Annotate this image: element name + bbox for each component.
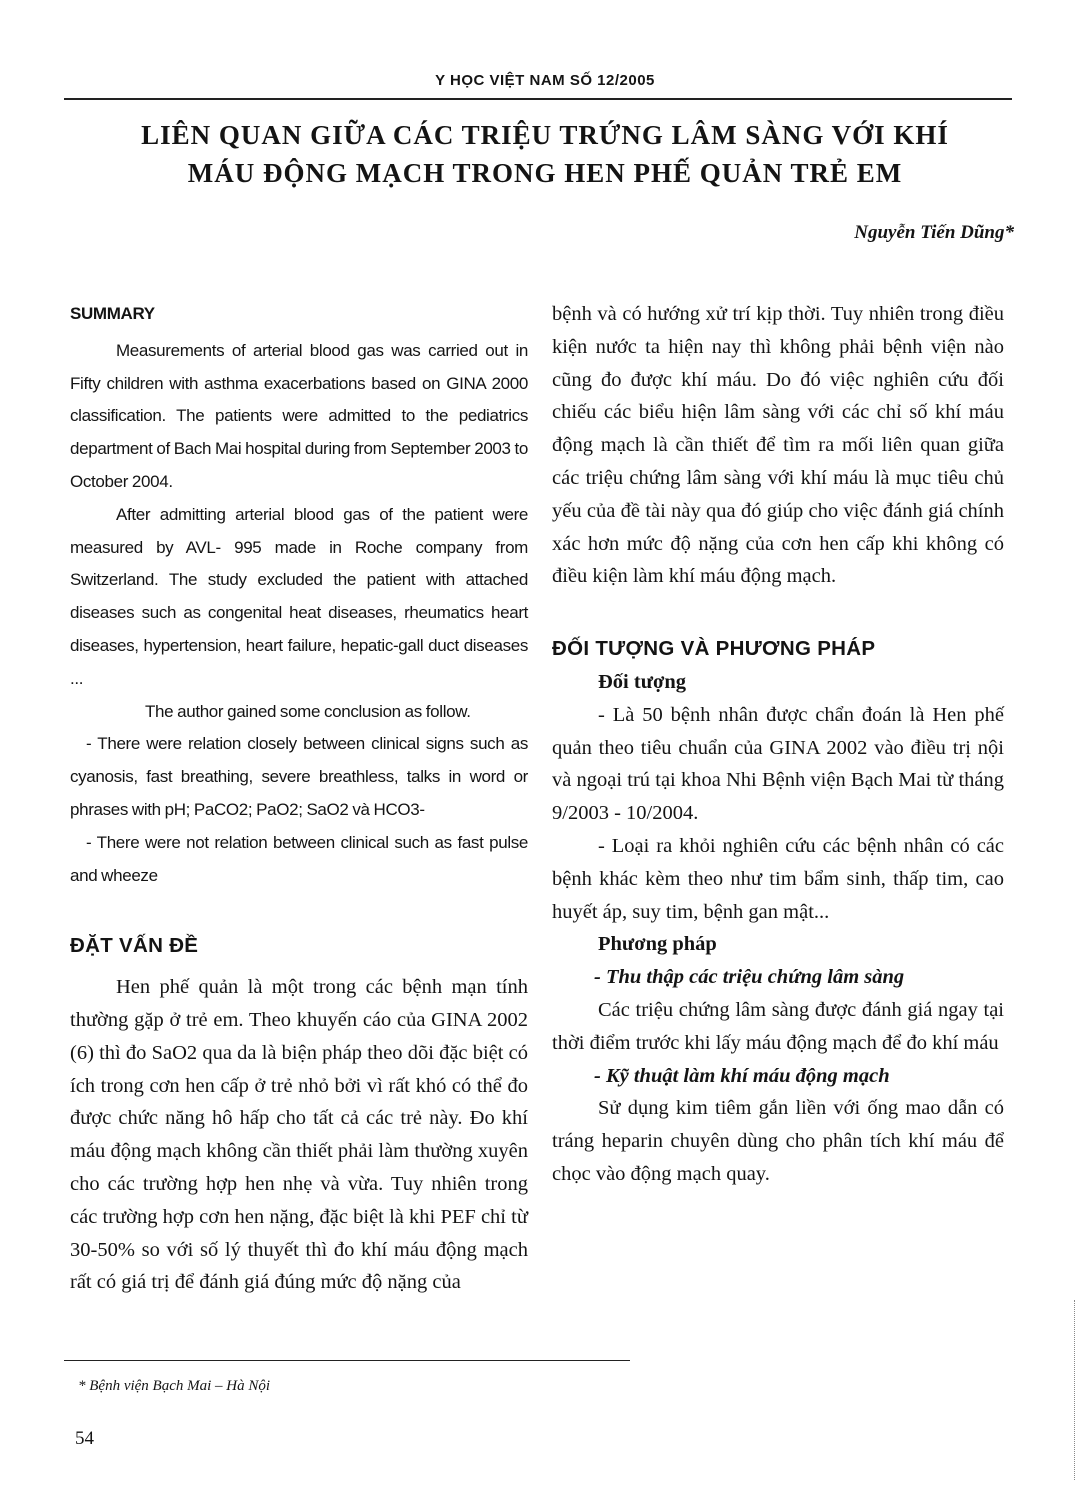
summary-paragraph-4: - There were relation closely between clinical signs such as cyanosis, fast breathing, severe breathless, talks in word or phrases with pH; PaCO2; PaO2; SaO2 và HCO3- (70, 734, 528, 819)
technique-paragraph: Sử dụng kim tiêm gắn liền với ống mao dẫn có tráng heparin chuyên dùng cho phân tích khí máu để chọc vào động mạch quay. (552, 1097, 1004, 1185)
summary-section (70, 298, 528, 892)
right-column (552, 298, 1004, 1191)
footnote-rule (64, 1360, 630, 1361)
author-name: Nguyễn Tiến Dũng* (854, 222, 1014, 243)
left-column (70, 298, 528, 1299)
subheading-subjects: Đối tượng (598, 670, 687, 693)
summary-heading: SUMMARY (70, 304, 155, 323)
title-line-2: MÁU ĐỘNG MẠCH TRONG HEN PHẾ QUẢN TRẺ EM (187, 158, 903, 188)
summary-paragraph-5: - There were not relation between clinical such as fast pulse and wheeze (70, 832, 528, 885)
summary-paragraph-2: After admitting arterial blood gas of the patient were measured by AVL- 995 made in Roche company from Switzerland. The study excluded the patient with attached diseases such as congenital heat diseases, rheumatics heart diseases, hypertension, heart failure, hepatic-gall duct diseases ... (70, 504, 528, 688)
page-number: 54 (75, 1428, 94, 1449)
scan-edge-mark (1074, 1300, 1076, 1480)
summary-paragraph-3: The author gained some conclusion as follow. (145, 701, 471, 721)
subheading-blood-gas-technique: - Kỹ thuật làm khí máu động mạch (594, 1064, 890, 1087)
subjects-paragraph-2: - Loại ra khỏi nghiên cứu các bệnh nhân có các bệnh khác kèm theo như tim bẩm sinh, thấp tim, cao huyết áp, suy tim, bệnh gan mật... (552, 834, 1004, 923)
clinical-paragraph: Các triệu chứng lâm sàng được đánh giá ngay tại thời điểm trước khi lấy máu động mạch để đo khí máu (552, 998, 1004, 1054)
intro-continuation (552, 298, 1004, 593)
methods-heading: ĐỐI TƯỢNG VÀ PHƯƠNG PHÁP (552, 637, 876, 661)
subheading-methods: Phương pháp (598, 933, 717, 956)
title-line-1: LIÊN QUAN GIỮA CÁC TRIỆU TRỨNG LÂM SÀNG VỚI KHÍ (141, 120, 949, 150)
header-rule (64, 98, 1012, 100)
intro-paragraph-1-cont: bệnh và có hướng xử trí kịp thời. Tuy nhiên trong điều kiện nước ta hiện nay thì không phải bệnh viện nào cũng đo được khí máu. Do đó việc nghiên cứu đối chiếu các biểu hiện lâm sàng với các chỉ số khí máu động mạch là cần thiết để tìm ra mối liên quan giữa các triệu chứng lâm sàng với khí máu là mục tiêu chủ yếu của đề tài này qua đó giúp cho việc đánh giá chính xác hơn mức độ nặng của cơn hen cấp khi không có điều kiện làm khí máu động mạch. (552, 303, 1004, 588)
subjects-paragraph-1: - Là 50 bệnh nhân được chẩn đoán là Hen phế quản theo tiêu chuẩn của GINA 2002 vào điều trị nội và ngoại trú tại khoa Nhi Bệnh viện Bạch Mai từ tháng 9/2003 - 10/2004. (552, 703, 1004, 825)
subheading-clinical-collection: - Thu thập các triệu chứng lâm sàng (594, 966, 905, 989)
journal-header: Y HỌC VIỆT NAM SỐ 12/2005 (435, 72, 655, 89)
article-title (70, 116, 1020, 192)
methods-section (552, 633, 1004, 1191)
intro-section (70, 930, 528, 1299)
intro-heading: ĐẶT VẤN ĐỀ (70, 934, 199, 958)
summary-paragraph-1: Measurements of arterial blood gas was carried out in Fifty children with asthma exacerbations based on GINA 2000 classification. The patients were admitted to the pediatrics department of Bach Mai hospital during from September 2003 to October 2004. (70, 340, 528, 491)
footnote: * Bệnh viện Bạch Mai – Hà Nội (78, 1378, 271, 1394)
intro-paragraph-1: Hen phế quản là một trong các bệnh mạn tính thường gặp ở trẻ em. Theo khuyến cáo của GINA 2002 (6) thì đo SaO2 qua da là biện pháp theo dõi đặc biệt có ích trong cơn hen cấp ở trẻ nhỏ bởi vì rất khó có thể đo được chức năng hô hấp cho tất cả các trẻ này. Đo khí máu động mạch không cần thiết phải làm thường xuyên cho các trường hợp hen nhẹ và vừa. Tuy nhiên trong các trường hợp cơn hen nặng, đặc biệt là khi PEF chỉ từ 30-50% so với số lý thuyết thì đo khí máu động mạch rất có giá trị để đánh giá đúng mức độ nặng của (70, 976, 528, 1294)
